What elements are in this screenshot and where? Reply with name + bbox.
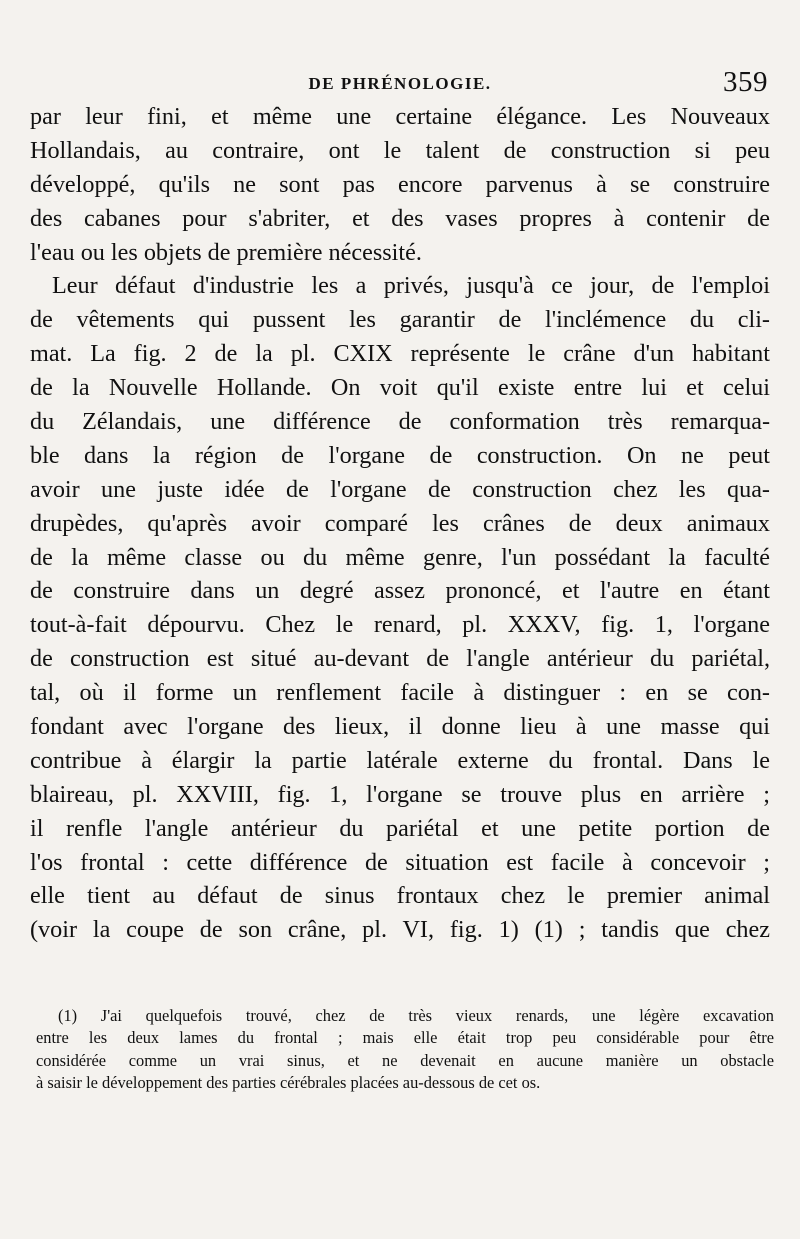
text-line: par leur fini, et même une certaine élégance. Les Nouveaux — [30, 103, 770, 130]
text-line: (voir la coupe de son crâne, pl. VI, fig. 1) (1) ; tandis que chez — [30, 916, 770, 944]
footnote-line: entre les deux lames du frontal ; mais elle était trop peu considérable pour être — [36, 1028, 774, 1048]
text-line: de la même classe ou du même genre, l'un possédant la faculté — [30, 543, 770, 571]
body-text — [30, 100, 770, 947]
footnote — [36, 1005, 774, 1094]
text-line: drupèdes, qu'après avoir comparé les crânes de deux animaux — [30, 509, 770, 537]
text-line: tal, où il forme un renflement facile à distinguer : en se con- — [30, 679, 770, 707]
text-line: de vêtements qui pussent les garantir de l'inclémence du cli- — [30, 306, 770, 334]
text-line: de construction est situé au-devant de l'angle antérieur du pariétal, — [30, 645, 770, 673]
text-line: développé, qu'ils ne sont pas encore parvenus à se construire — [30, 170, 770, 198]
text-line: fondant avec l'organe des lieux, il donne lieu à une masse qui — [30, 713, 770, 741]
footnote-line: à saisir le développement des parties cérébrales placées au-dessous de cet os. — [36, 1072, 541, 1092]
text-line: Hollandais, au contraire, ont le talent de construction si peu — [30, 136, 770, 164]
running-head — [30, 66, 770, 102]
text-line: l'os frontal : cette différence de situation est facile à concevoir ; — [30, 848, 770, 876]
footnote-line: considérée comme un vrai sinus, et ne devenait en aucune manière un obstacle — [36, 1050, 774, 1070]
text-line: elle tient au défaut de sinus frontaux chez le premier animal — [30, 882, 770, 910]
footnote-line: (1) J'ai quelquefois trouvé, chez de très vieux renards, une légère excavation — [58, 1006, 774, 1025]
running-head-title: DE PHRÉNOLOGIE. — [308, 74, 492, 93]
text-line: ble dans la région de l'organe de construction. On ne peut — [30, 441, 770, 469]
text-line: blaireau, pl. XXVIII, fig. 1, l'organe se trouve plus en arrière ; — [30, 780, 770, 808]
text-line: des cabanes pour s'abriter, et des vases propres à contenir de — [30, 204, 770, 232]
text-line: Leur défaut d'industrie les a privés, jusqu'à ce jour, de l'emploi — [52, 272, 770, 300]
text-line: de construire dans un degré assez prononcé, et l'autre en étant — [30, 577, 770, 605]
text-line: tout-à-fait dépourvu. Chez le renard, pl. XXXV, fig. 1, l'organe — [30, 611, 770, 639]
text-line: l'eau ou les objets de première nécessité. — [30, 238, 422, 266]
text-line: du Zélandais, une différence de conformation très remarqua- — [30, 408, 770, 436]
page-number: 359 — [723, 66, 768, 98]
text-line: mat. La fig. 2 de la pl. CXIX représente le crâne d'un habitant — [30, 340, 770, 368]
text-line: contribue à élargir la partie latérale externe du frontal. Dans le — [30, 746, 770, 774]
text-line: avoir une juste idée de l'organe de construction chez les qua- — [30, 475, 770, 503]
text-line: de la Nouvelle Hollande. On voit qu'il existe entre lui et celui — [30, 374, 770, 402]
text-line: il renfle l'angle antérieur du pariétal et une petite portion de — [30, 814, 770, 842]
